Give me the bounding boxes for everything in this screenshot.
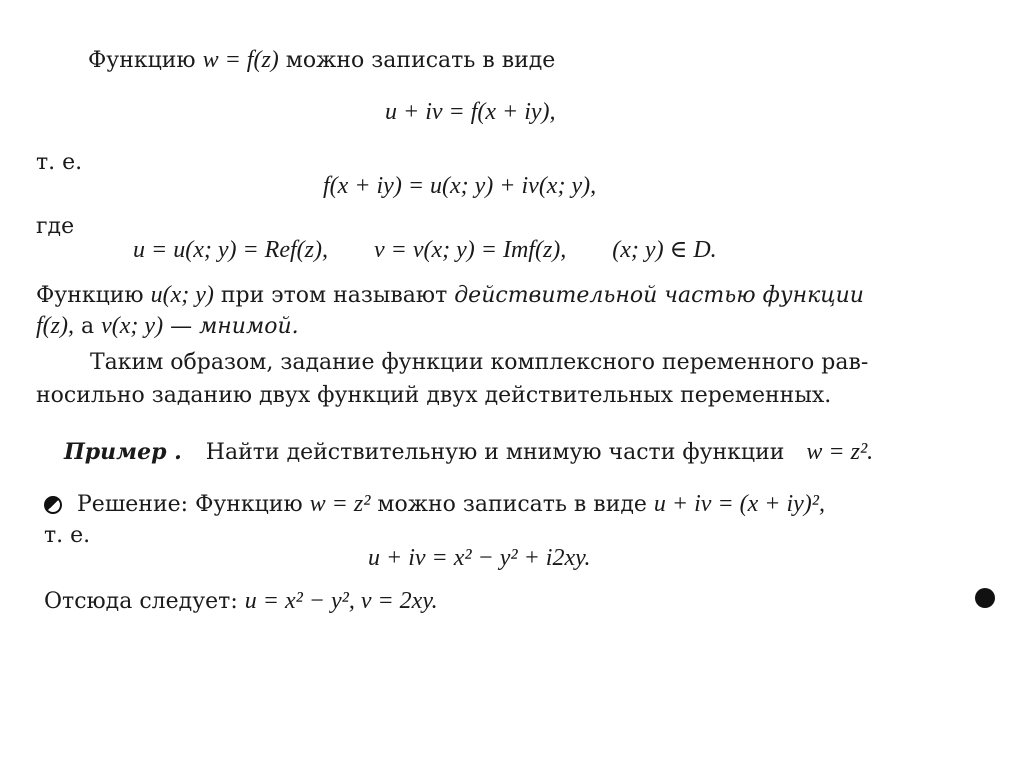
para2-line2-expr1: f(z), — [36, 313, 74, 339]
para2-line1 — [36, 283, 864, 307]
para2-emph: действительной частью функции — [454, 283, 864, 308]
solution-start-marker-icon — [44, 496, 62, 514]
conclusion-lead: Отсюда следует: — [44, 589, 238, 614]
para2-line2-emph: мнимой. — [199, 314, 299, 339]
para1-lead: Функцию — [88, 48, 196, 73]
example-text: Найти действительную и мнимую части функции — [205, 440, 785, 465]
para2-mid: при этом называют — [220, 283, 448, 308]
para1-expr: w = f(z) — [202, 47, 279, 73]
gde-label: где — [36, 214, 75, 239]
solution-te-label: т. е. — [44, 523, 91, 548]
solution-lead: Функцию — [195, 492, 303, 517]
para2-line2-mid: а — [81, 314, 95, 339]
para3-line1: Таким образом, задание функции комплексного переменного рав- — [90, 350, 869, 375]
equation-3: u = u(x; y) = Ref(z), v = v(x; y) = Imf(z), (x; y) ∈ D. — [133, 237, 717, 263]
para3-line2: носильно заданию двух функций двух действительных переменных. — [36, 383, 832, 408]
para2-expr: u(x; y) — [150, 282, 214, 308]
conclusion-line — [44, 589, 438, 613]
solution-expr1: w = z² — [309, 491, 371, 517]
solution-equation: u + iv = x² − y² + i2xy. — [368, 545, 591, 571]
para2-line2-expr2: v(x; y) — [101, 313, 164, 339]
equation-1: u + iv = f(x + iy), — [385, 99, 556, 125]
solution-line1 — [44, 492, 825, 516]
para1-line — [88, 48, 555, 72]
para2-line2 — [36, 314, 299, 338]
solution-label: Решение: — [77, 492, 189, 517]
para2-lead: Функцию — [36, 283, 144, 308]
te-label-1: т. е. — [36, 150, 83, 175]
example-line — [64, 440, 873, 464]
solution-mid: можно записать в виде — [377, 492, 647, 517]
equation-2: f(x + iy) = u(x; y) + iv(x; y), — [323, 173, 597, 199]
solution-end-marker-icon — [975, 588, 995, 608]
conclusion-expr: u = x² − y², v = 2xy. — [244, 588, 438, 614]
example-label: Пример . — [64, 439, 182, 465]
example-expr: w = z². — [806, 439, 874, 465]
para2-line2-dash: — — [170, 314, 193, 339]
para1-tail: можно записать в виде — [285, 48, 556, 73]
solution-expr2: u + iv = (x + iy)², — [653, 491, 825, 517]
